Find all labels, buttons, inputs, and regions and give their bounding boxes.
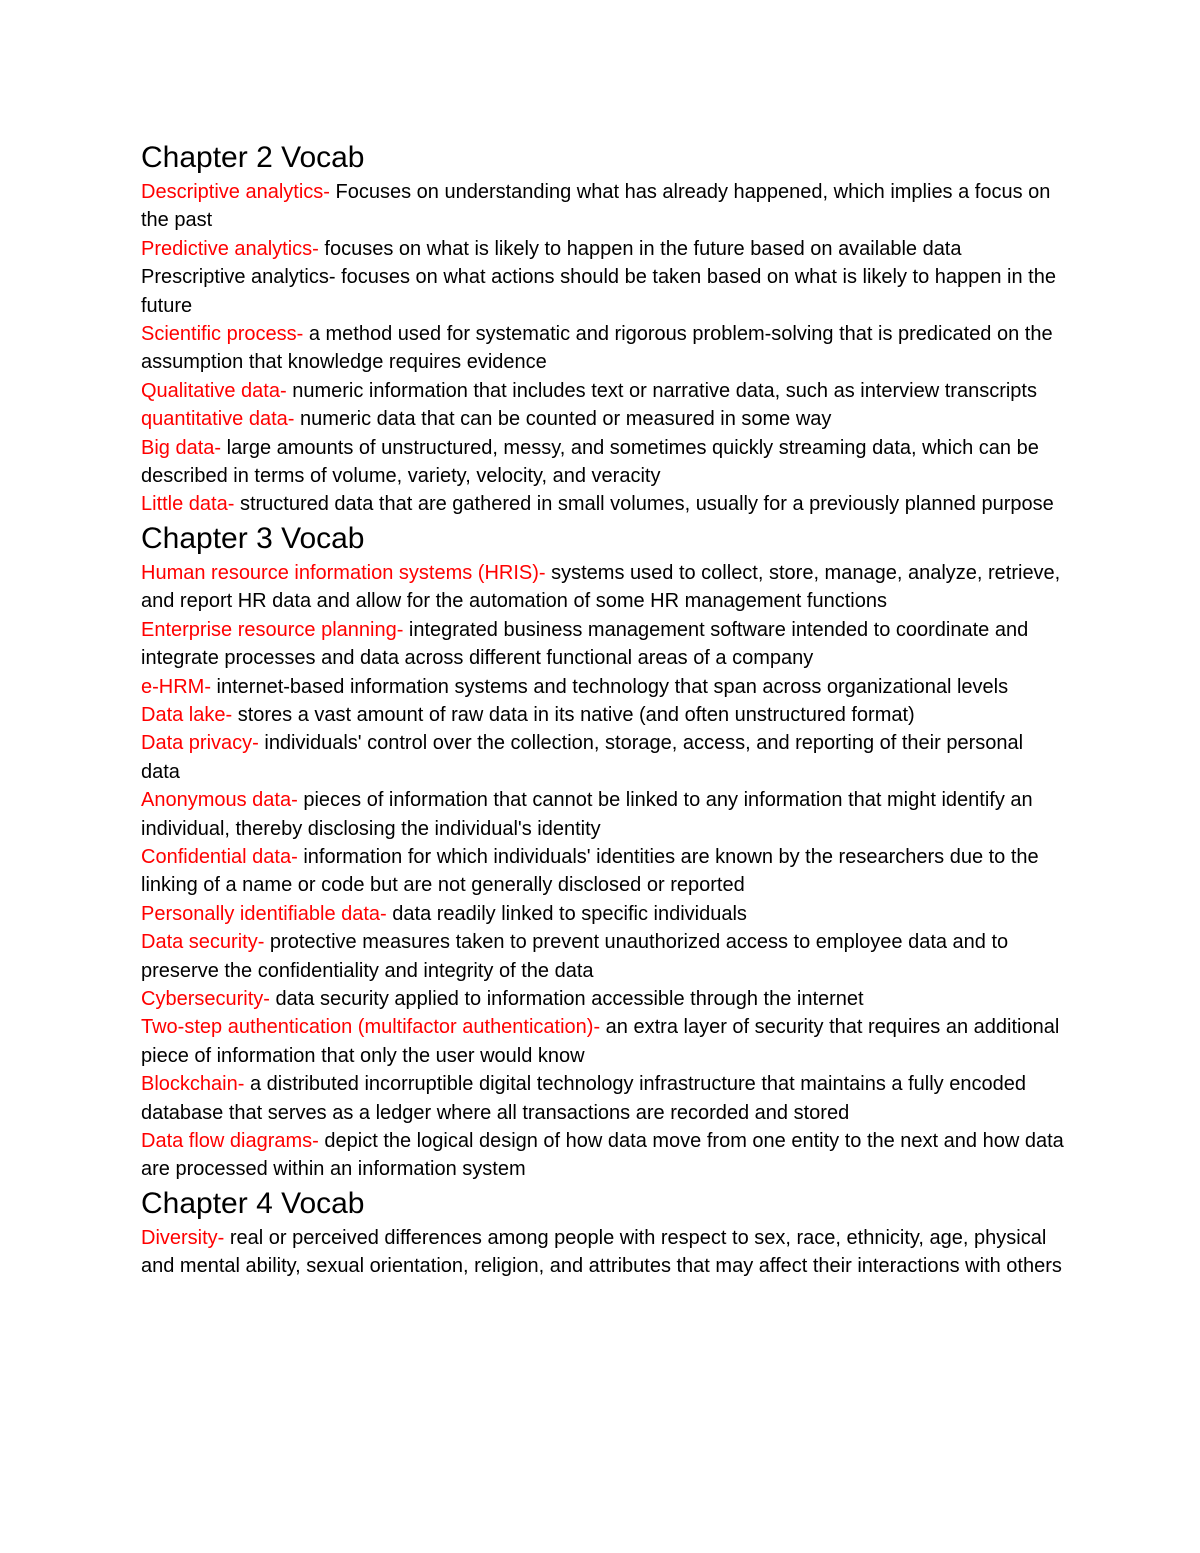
- vocab-entry: [141, 701, 1066, 729]
- document-page: [141, 138, 1066, 1281]
- vocab-definition: a distributed incorruptible digital technology infrastructure that maintains a fully encoded database that serves as a ledger where all transactions are recorded and stored: [141, 1073, 1026, 1124]
- vocab-term: Diversity-: [141, 1226, 225, 1249]
- vocab-definition: structured data that are gathered in small volumes, usually for a previously planned purpose: [234, 493, 1054, 516]
- vocab-entry: [141, 434, 1066, 491]
- vocab-term: Blockchain-: [141, 1073, 245, 1096]
- vocab-entry: [141, 1127, 1066, 1184]
- vocab-term: Human resource information systems (HRIS)-: [141, 561, 546, 584]
- vocab-definition: integrated business management software intended to coordinate and integrate processes and data across different functional areas of a company: [141, 618, 1029, 670]
- vocab-term: Scientific process-: [141, 323, 304, 346]
- vocab-definition: numeric data that can be counted or measured in some way: [294, 408, 832, 431]
- vocab-term: Big data-: [141, 436, 222, 459]
- vocab-term: Data privacy-: [141, 732, 259, 755]
- vocab-entry: [141, 786, 1066, 843]
- vocab-term: Descriptive analytics-: [141, 181, 330, 203]
- vocab-term: Two-step authentication (multifactor authentication)-: [141, 1016, 601, 1039]
- vocab-entry: [141, 320, 1066, 377]
- vocab-term: quantitative data-: [141, 408, 295, 431]
- vocab-entry: [141, 1013, 1066, 1070]
- vocab-term: Predictive analytics-: [141, 237, 319, 260]
- vocab-term: Prescriptive analytics-: [141, 266, 336, 289]
- vocab-definition: protective measures taken to prevent unauthorized access to employee data and to preserve the confidentiality and integrity of the data: [141, 931, 1009, 982]
- vocab-definition: internet-based information systems and technology that span across organizational levels: [211, 675, 1009, 698]
- vocab-definition: stores a vast amount of raw data in its native (and often unstructured format): [232, 703, 915, 726]
- vocab-entry: [141, 928, 1066, 985]
- vocab-definition: depict the logical design of how data move from one entity to the next and how data are processed within an information system: [141, 1130, 1064, 1181]
- vocab-entry: [141, 729, 1066, 786]
- vocab-entry: [141, 559, 1066, 616]
- vocab-definition: individuals' control over the collection, storage, access, and reporting of their personal data: [141, 732, 1024, 783]
- vocab-term: Anonymous data-: [141, 789, 298, 812]
- vocab-entry: [141, 900, 1066, 928]
- vocab-definition: focuses on what actions should be taken based on what is likely to happen in the future: [141, 266, 1056, 317]
- vocab-entry: [141, 616, 1066, 673]
- vocab-entry: [141, 178, 1066, 235]
- vocab-term: Data security-: [141, 931, 265, 954]
- vocab-entry: [141, 263, 1066, 320]
- vocab-definition: information for which individuals' identities are known by the researchers due to the linking of a name or code but are not generally disclosed or reported: [141, 845, 1039, 897]
- vocab-definition: focuses on what is likely to happen in the future based on available data: [318, 237, 962, 260]
- chapter-3-section: [141, 519, 1066, 1184]
- vocab-definition: data readily linked to specific individuals: [386, 902, 747, 925]
- vocab-term: Little data-: [141, 493, 235, 516]
- chapter-4-section: [141, 1184, 1066, 1281]
- vocab-term: Confidential data-: [141, 845, 298, 868]
- vocab-definition: an extra layer of security that requires an additional piece of information that only the user would know: [141, 1016, 1060, 1067]
- vocab-definition: systems used to collect, store, manage, analyze, retrieve, and report HR data and allow for the automation of some HR management functions: [141, 561, 1061, 613]
- vocab-definition: numeric information that includes text or narrative data, such as interview transcripts: [286, 379, 1037, 402]
- vocab-entry: [141, 1224, 1066, 1281]
- chapter-2-section: [141, 138, 1066, 519]
- vocab-definition: large amounts of unstructured, messy, and sometimes quickly streaming data, which can be described in terms of volume, variety, velocity, and veracity: [141, 436, 1039, 488]
- vocab-definition: real or perceived differences among people with respect to sex, race, ethnicity, age, physical and mental ability, sexual orientation, religion, and attributes that may affect their interactions with others: [141, 1226, 1062, 1278]
- vocab-definition: Focuses on understanding what has already happened, which implies a focus on the past: [141, 181, 1051, 232]
- vocab-definition: data security applied to information accessible through the internet: [269, 987, 864, 1010]
- vocab-term: Personally identifiable data-: [141, 902, 387, 925]
- vocab-term: Data lake-: [141, 703, 233, 726]
- vocab-term: e-HRM-: [141, 675, 211, 698]
- vocab-entry: [141, 377, 1066, 405]
- vocab-term: Cybersecurity-: [141, 987, 270, 1010]
- vocab-entry: [141, 673, 1066, 701]
- vocab-entry: [141, 490, 1066, 518]
- vocab-term: Enterprise resource planning-: [141, 618, 404, 641]
- vocab-term: Data flow diagrams-: [141, 1130, 319, 1152]
- vocab-entry: [141, 405, 1066, 433]
- chapter-title: Chapter 4 Vocab: [141, 1186, 365, 1220]
- chapter-title: Chapter 3 Vocab: [141, 521, 365, 555]
- vocab-entry: [141, 235, 1066, 263]
- vocab-definition: pieces of information that cannot be linked to any information that might identify an individual, thereby disclosing the individual's identity: [141, 789, 1033, 840]
- vocab-definition: a method used for systematic and rigorous problem-solving that is predicated on the assumption that knowledge requires evidence: [141, 323, 1053, 374]
- vocab-entry: [141, 985, 1066, 1013]
- vocab-term: Qualitative data-: [141, 379, 287, 402]
- vocab-entry: [141, 1070, 1066, 1127]
- chapter-title: Chapter 2 Vocab: [141, 141, 365, 174]
- vocab-entry: [141, 843, 1066, 900]
